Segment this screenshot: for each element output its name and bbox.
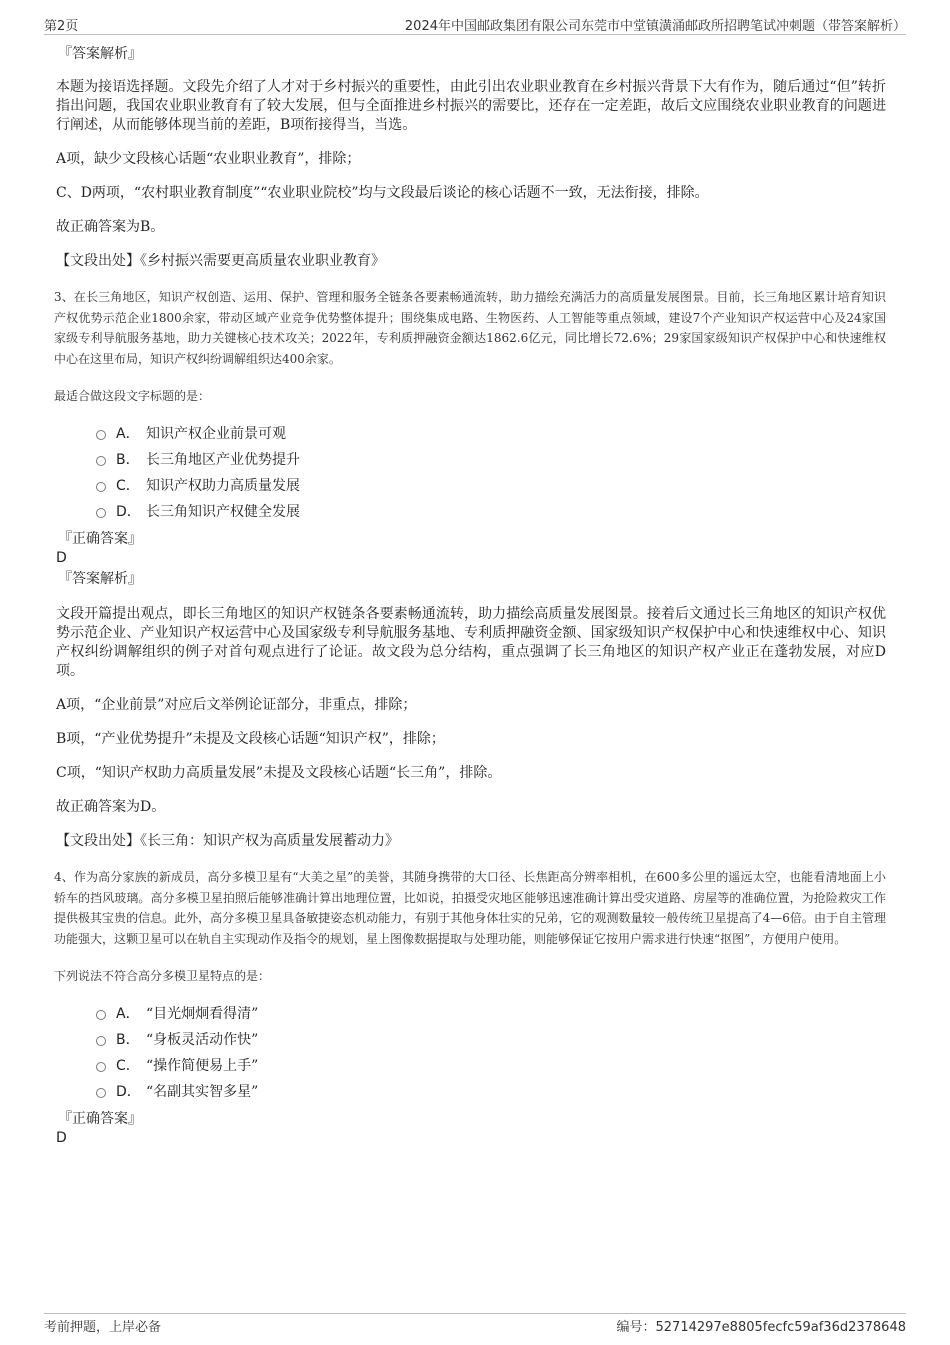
radio-icon[interactable]	[96, 1010, 106, 1020]
document-id: 编号：52714297e8805fecfc59af36d2378648	[616, 1320, 906, 1335]
question-4-text: 4、作为高分家族的新成员，高分多模卫星有“大美之星”的美誉，其随身携带的大口径、长焦距高分辨率相机，在600多公里的遥远太空，也能看清地面上小轿车的挡风玻璃。高分多模卫星拍照后能够准确计算出地理位置，比如说，拍摄受灾地区能够迅速准确计算出受灾道路、房屋等的准确位置，为抢险救灾工作提供极其宝贵的信息。此外，高分多模卫星具备敏捷姿态机动能力，有别于其他身体壮实的兄弟，它的观测数量较一般传统卫星提高了4—6倍。由于自主管理功能强大，这颗卫星可以在轨自主实现动作及指令的规划，星上图像数据提取与处理功能，则能够保证它按用户需求进行快速“抠图”，方便用户使用。	[54, 870, 886, 946]
radio-icon[interactable]	[96, 482, 106, 492]
analysis-option-a: A项，“企业前景”对应后文举例论证部分，非重点，排除；	[56, 697, 417, 713]
correct-answer-label: 『正确答案』	[58, 531, 142, 547]
question-4-options	[96, 1000, 886, 1104]
radio-icon[interactable]	[96, 508, 106, 518]
question-4-prompt: 下列说法不符合高分多模卫星特点的是：	[54, 969, 271, 983]
radio-icon[interactable]	[96, 1036, 106, 1046]
passage-source: 【文段出处】《乡村振兴需要更高质量农业职业教育》	[56, 253, 385, 269]
analysis-option-cd: C、D两项，“农村职业教育制度”“农业职业院校”均与文段最后谈论的核心话题不一致，无法衔接，排除。	[56, 185, 709, 201]
footer-slogan: 考前押题，上岸必备	[44, 1320, 162, 1335]
page-content	[56, 44, 886, 1148]
option-a[interactable]: A． 知识产权企业前景可观	[96, 420, 886, 446]
analysis-conclusion: 故正确答案为B。	[56, 219, 165, 235]
page-footer	[44, 1313, 906, 1334]
option-a[interactable]: A． “目光炯炯看得清”	[96, 1000, 886, 1026]
option-c[interactable]: C． “操作简便易上手”	[96, 1052, 886, 1078]
radio-icon[interactable]	[96, 1088, 106, 1098]
radio-icon[interactable]	[96, 456, 106, 466]
radio-icon[interactable]	[96, 1062, 106, 1072]
radio-icon[interactable]	[96, 430, 106, 440]
correct-answer-label: 『正确答案』	[58, 1111, 142, 1127]
question-3-options	[96, 420, 886, 524]
page-number: 第2页	[44, 19, 79, 34]
analysis-option-b: B项，“产业优势提升”未提及文段核心话题“知识产权”，排除；	[56, 731, 445, 747]
passage-source: 【文段出处】《长三角：知识产权为高质量发展蓄动力》	[56, 833, 399, 849]
option-b[interactable]: B． 长三角地区产业优势提升	[96, 446, 886, 472]
answer-analysis-text: 本题为接语选择题。文段先介绍了人才对于乡村振兴的重要性，由此引出农业职业教育在乡村振兴背景下大有作为，随后通过“但”转折指出问题，我国农业职业教育有了较大发展，但与全面推进乡村振兴的需要比，还存在一定差距，故后文应围绕农业职业教育的问题进行阐述，从而能够体现当前的差距，B项衔接得当，当选。	[56, 79, 886, 133]
correct-answer-value: D	[56, 550, 67, 566]
question-3-text: 3、在长三角地区，知识产权创造、运用、保护、管理和服务全链条各要素畅通流转，助力描绘充满活力的高质量发展图景。目前，长三角地区累计培育知识产权优势示范企业1800余家，带动区域产业竞争优势整体提升；围绕集成电路、生物医药、人工智能等重点领域，建设7个产业知识产权运营中心及24家国家级专利导航服务基地，助力关键核心技术攻关；2022年，专利质押融资金额达1862.6亿元，同比增长72.6%；29家国家级知识产权保护中心和快速维权中心在这里布局，知识产权纠纷调解组织达400余家。	[54, 290, 886, 366]
option-d[interactable]: D． 长三角知识产权健全发展	[96, 498, 886, 524]
answer-analysis-label: 『答案解析』	[58, 571, 142, 587]
analysis-option-c: C项，“知识产权助力高质量发展”未提及文段核心话题“长三角”，排除。	[56, 765, 502, 781]
analysis-option-a: A项，缺少文段核心话题“农业职业教育”，排除；	[56, 151, 361, 167]
page-header	[44, 14, 906, 35]
correct-answer-value: D	[56, 1130, 67, 1146]
document-title: 2024年中国邮政集团有限公司东莞市中堂镇潢涌邮政所招聘笔试冲刺题（带答案解析）	[404, 19, 906, 34]
option-b[interactable]: B． “身板灵活动作快”	[96, 1026, 886, 1052]
option-c[interactable]: C． 知识产权助力高质量发展	[96, 472, 886, 498]
question-3-prompt: 最适合做这段文字标题的是：	[54, 389, 211, 403]
analysis-conclusion: 故正确答案为D。	[56, 799, 166, 815]
answer-analysis-label: 『答案解析』	[58, 46, 142, 62]
option-d[interactable]: D． “名副其实智多星”	[96, 1078, 886, 1104]
answer-analysis-text: 文段开篇提出观点，即长三角地区的知识产权链条各要素畅通流转，助力描绘高质量发展图景。接着后文通过长三角地区的知识产权优势示范企业、产业知识产权运营中心及国家级专利导航服务基地、专利质押融资金额、国家级知识产权保护中心和快速维权中心、知识产权纠纷调解组织的例子对首句观点进行了论证。故文段为总分结构，重点强调了长三角地区的知识产权产业正在蓬勃发展，对应D项。	[56, 606, 886, 679]
